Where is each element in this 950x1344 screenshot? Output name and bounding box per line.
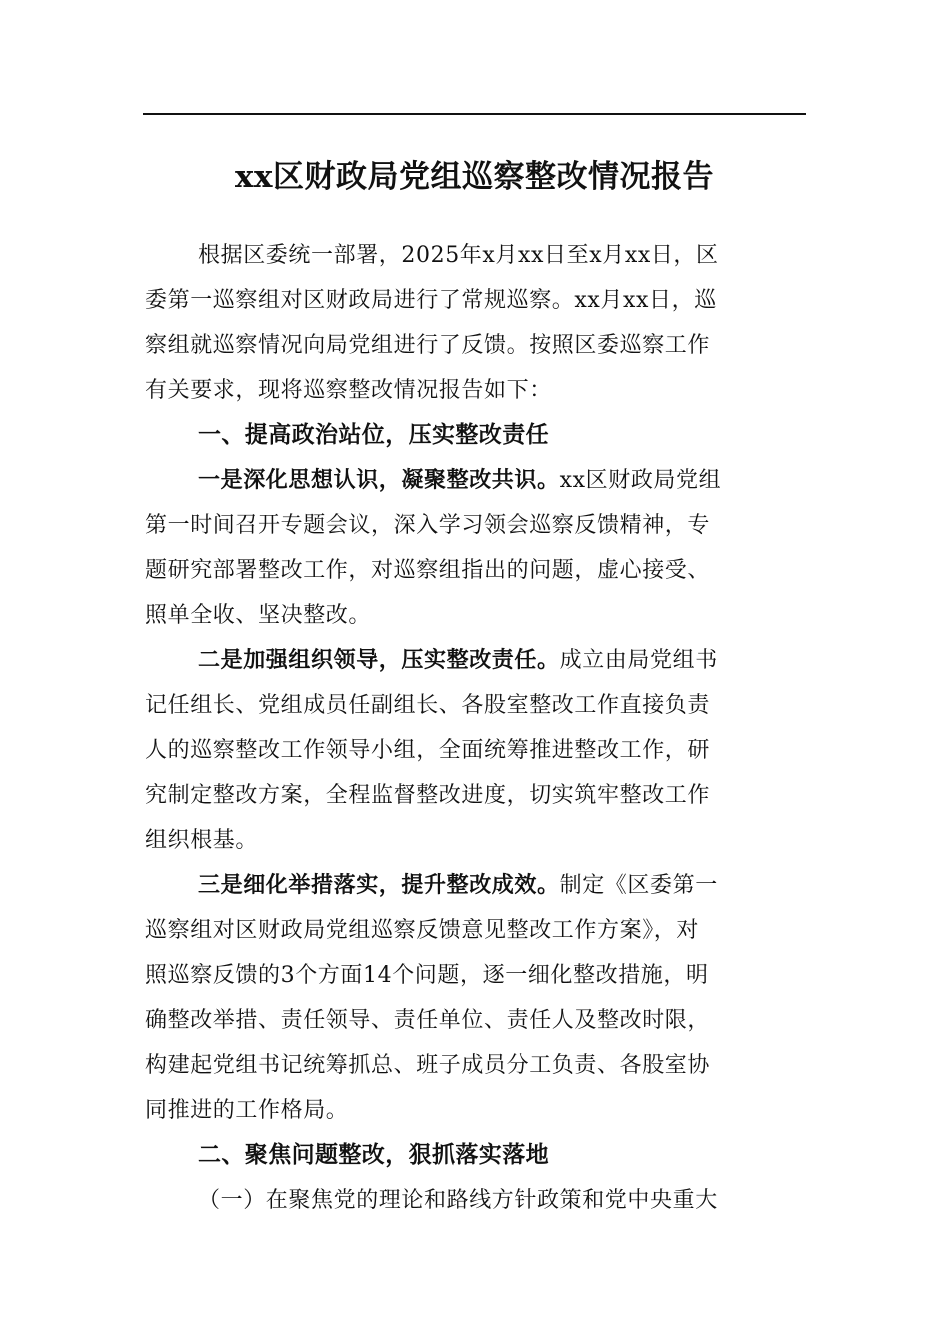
paragraph-line: 照单全收、坚决整改。: [145, 603, 372, 628]
intro-line: 察组就巡察情况向局党组进行了反馈。按照区委巡察工作: [145, 333, 711, 358]
paragraph-line: 人的巡察整改工作领导小组，全面统筹推进整改工作，研: [145, 738, 711, 763]
paragraph-line: 确整改举措、责任领导、责任单位、责任人及整改时限，: [145, 1008, 711, 1033]
paragraph-line: 题研究部署整改工作，对巡察组指出的问题，虚心接受、: [145, 558, 711, 583]
paragraph-line: 组织根基。: [145, 828, 259, 853]
paragraph-line: 巡察组对区财政局党组巡察反馈意见整改工作方案》，对: [145, 918, 700, 943]
paragraph-line: 记任组长、党组成员任副组长、各股室整改工作直接负责: [145, 693, 711, 718]
paragraph-item2-first-line: [145, 638, 805, 683]
section-heading-2: 二、聚焦问题整改，狠抓落实落地: [198, 1142, 549, 1168]
paragraph-item1-first-line: [145, 458, 805, 503]
section-heading-1: 一、提高政治站位，压实整改责任: [198, 422, 549, 448]
header-rule: [143, 113, 806, 115]
document-body: [145, 233, 805, 1223]
paragraph-line: 照巡察反馈的3个方面14个问题，逐一细化整改措施，明: [145, 963, 709, 988]
paragraph-line: 第一时间召开专题会议，深入学习领会巡察反馈精神，专: [145, 513, 711, 538]
intro-line: 委第一巡察组对区财政局进行了常规巡察。xx月xx日，巡: [145, 288, 717, 313]
intro-line: 根据区委统一部署，2025年x月xx日至x月xx日，区: [198, 243, 719, 268]
paragraph-item3-first-line: [145, 863, 805, 908]
item1-lead: 一是深化思想认识，凝聚整改共识。: [198, 467, 560, 493]
paragraph-line: 究制定整改方案，全程监督整改进度，切实筑牢整改工作: [145, 783, 711, 808]
item2-lead: 二是加强组织领导，压实整改责任。: [198, 647, 560, 673]
document-title: xx区财政局党组巡察整改情况报告: [235, 159, 714, 195]
item2-first-line-rest: 成立由局党组书: [559, 648, 718, 673]
intro-line: 有关要求，现将巡察整改情况报告如下：: [145, 378, 552, 403]
paragraph-line: 同推进的工作格局。: [145, 1098, 349, 1123]
item1-first-line-rest: xx区财政局党组: [559, 468, 722, 493]
subsection-line: （一）在聚焦党的理论和路线方针政策和党中央重大: [198, 1188, 718, 1213]
item3-first-line-rest: 制定《区委第一: [559, 873, 718, 898]
item3-lead: 三是细化举措落实，提升整改成效。: [198, 872, 560, 898]
paragraph-line: 构建起党组书记统筹抓总、班子成员分工负责、各股室协: [145, 1053, 711, 1078]
